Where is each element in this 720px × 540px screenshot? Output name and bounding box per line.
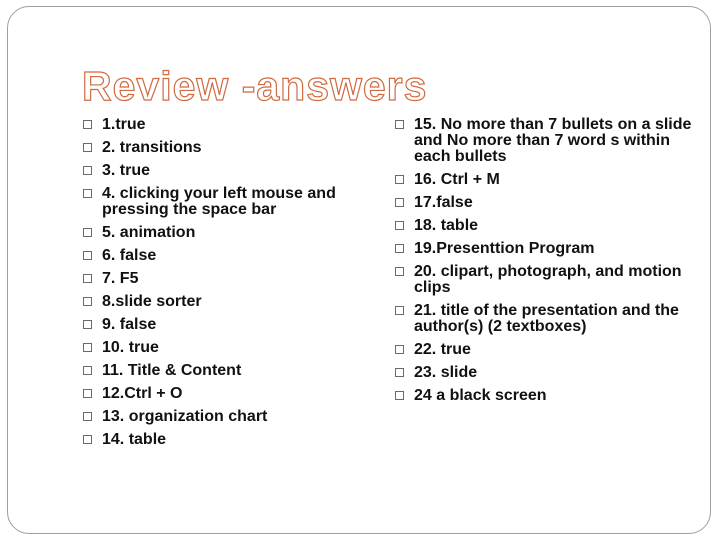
list-item <box>80 386 380 402</box>
list-item <box>80 317 380 333</box>
list-item <box>392 172 692 188</box>
list-item-text: 24 a black screen <box>414 387 547 404</box>
list-item-text: 16. Ctrl + M <box>414 171 500 188</box>
list-item <box>80 271 380 287</box>
list-item <box>392 241 692 257</box>
square-bullet-icon <box>395 221 404 230</box>
list-item-text: 17.false <box>414 194 473 211</box>
list-item-text: 5. animation <box>102 224 196 241</box>
list-item <box>80 163 380 179</box>
square-bullet-icon <box>83 189 92 198</box>
list-item-text: 6. false <box>102 247 157 264</box>
square-bullet-icon <box>395 306 404 315</box>
square-bullet-icon <box>395 244 404 253</box>
slide <box>7 6 711 534</box>
square-bullet-icon <box>395 368 404 377</box>
list-item-text: 18. table <box>414 217 479 234</box>
square-bullet-icon <box>83 228 92 237</box>
list-item-text: 8.slide sorter <box>102 293 202 310</box>
square-bullet-icon <box>83 251 92 260</box>
square-bullet-icon <box>395 391 404 400</box>
list-item <box>392 264 692 296</box>
list-item <box>392 218 692 234</box>
list-item <box>80 140 380 156</box>
list-item-text: 11. Title & Content <box>102 362 242 379</box>
square-bullet-icon <box>83 297 92 306</box>
square-bullet-icon <box>83 320 92 329</box>
list-item-text: 3. true <box>102 162 151 179</box>
list-item <box>392 117 692 165</box>
answers-list-right <box>392 117 692 411</box>
list-item <box>80 432 380 448</box>
slide-title: Review -answers <box>82 63 428 109</box>
answers-list-left <box>80 117 380 455</box>
list-item <box>80 248 380 264</box>
square-bullet-icon <box>83 274 92 283</box>
list-item <box>80 225 380 241</box>
list-item-text: 10. true <box>102 339 159 356</box>
list-item-text: 4. clicking your left mouse and pressing the space bar <box>102 185 336 218</box>
square-bullet-icon <box>395 198 404 207</box>
list-item <box>392 195 692 211</box>
square-bullet-icon <box>83 120 92 129</box>
list-item-text: 23. slide <box>414 364 478 381</box>
list-item <box>392 388 692 404</box>
list-item <box>80 294 380 310</box>
list-item-text: 15. No more than 7 bullets on a slide and No more than 7 word s within each bullets <box>414 116 692 165</box>
list-item <box>392 365 692 381</box>
list-item-text: 12.Ctrl + O <box>102 385 183 402</box>
square-bullet-icon <box>83 366 92 375</box>
list-item-text: 20. clipart, photograph, and motion clips <box>414 263 682 296</box>
square-bullet-icon <box>395 267 404 276</box>
list-item-text: 13. organization chart <box>102 408 268 425</box>
list-item-text: 1.true <box>102 116 146 133</box>
list-item-text: 22. true <box>414 341 471 358</box>
square-bullet-icon <box>83 343 92 352</box>
list-item <box>80 363 380 379</box>
list-item-text: 19.Presenttion Program <box>414 240 595 257</box>
list-item <box>392 342 692 358</box>
list-item-text: 7. F5 <box>102 270 139 287</box>
square-bullet-icon <box>395 120 404 129</box>
list-item <box>80 117 380 133</box>
square-bullet-icon <box>83 389 92 398</box>
square-bullet-icon <box>395 345 404 354</box>
list-item-text: 14. table <box>102 431 167 448</box>
square-bullet-icon <box>83 143 92 152</box>
square-bullet-icon <box>83 166 92 175</box>
list-item <box>392 303 692 335</box>
list-item-text: 21. title of the presentation and the author(s) (2 textboxes) <box>414 302 679 335</box>
list-item <box>80 340 380 356</box>
list-item-text: 2. transitions <box>102 139 202 156</box>
list-item <box>80 409 380 425</box>
square-bullet-icon <box>395 175 404 184</box>
square-bullet-icon <box>83 435 92 444</box>
square-bullet-icon <box>83 412 92 421</box>
list-item-text: 9. false <box>102 316 157 333</box>
list-item <box>80 186 380 218</box>
